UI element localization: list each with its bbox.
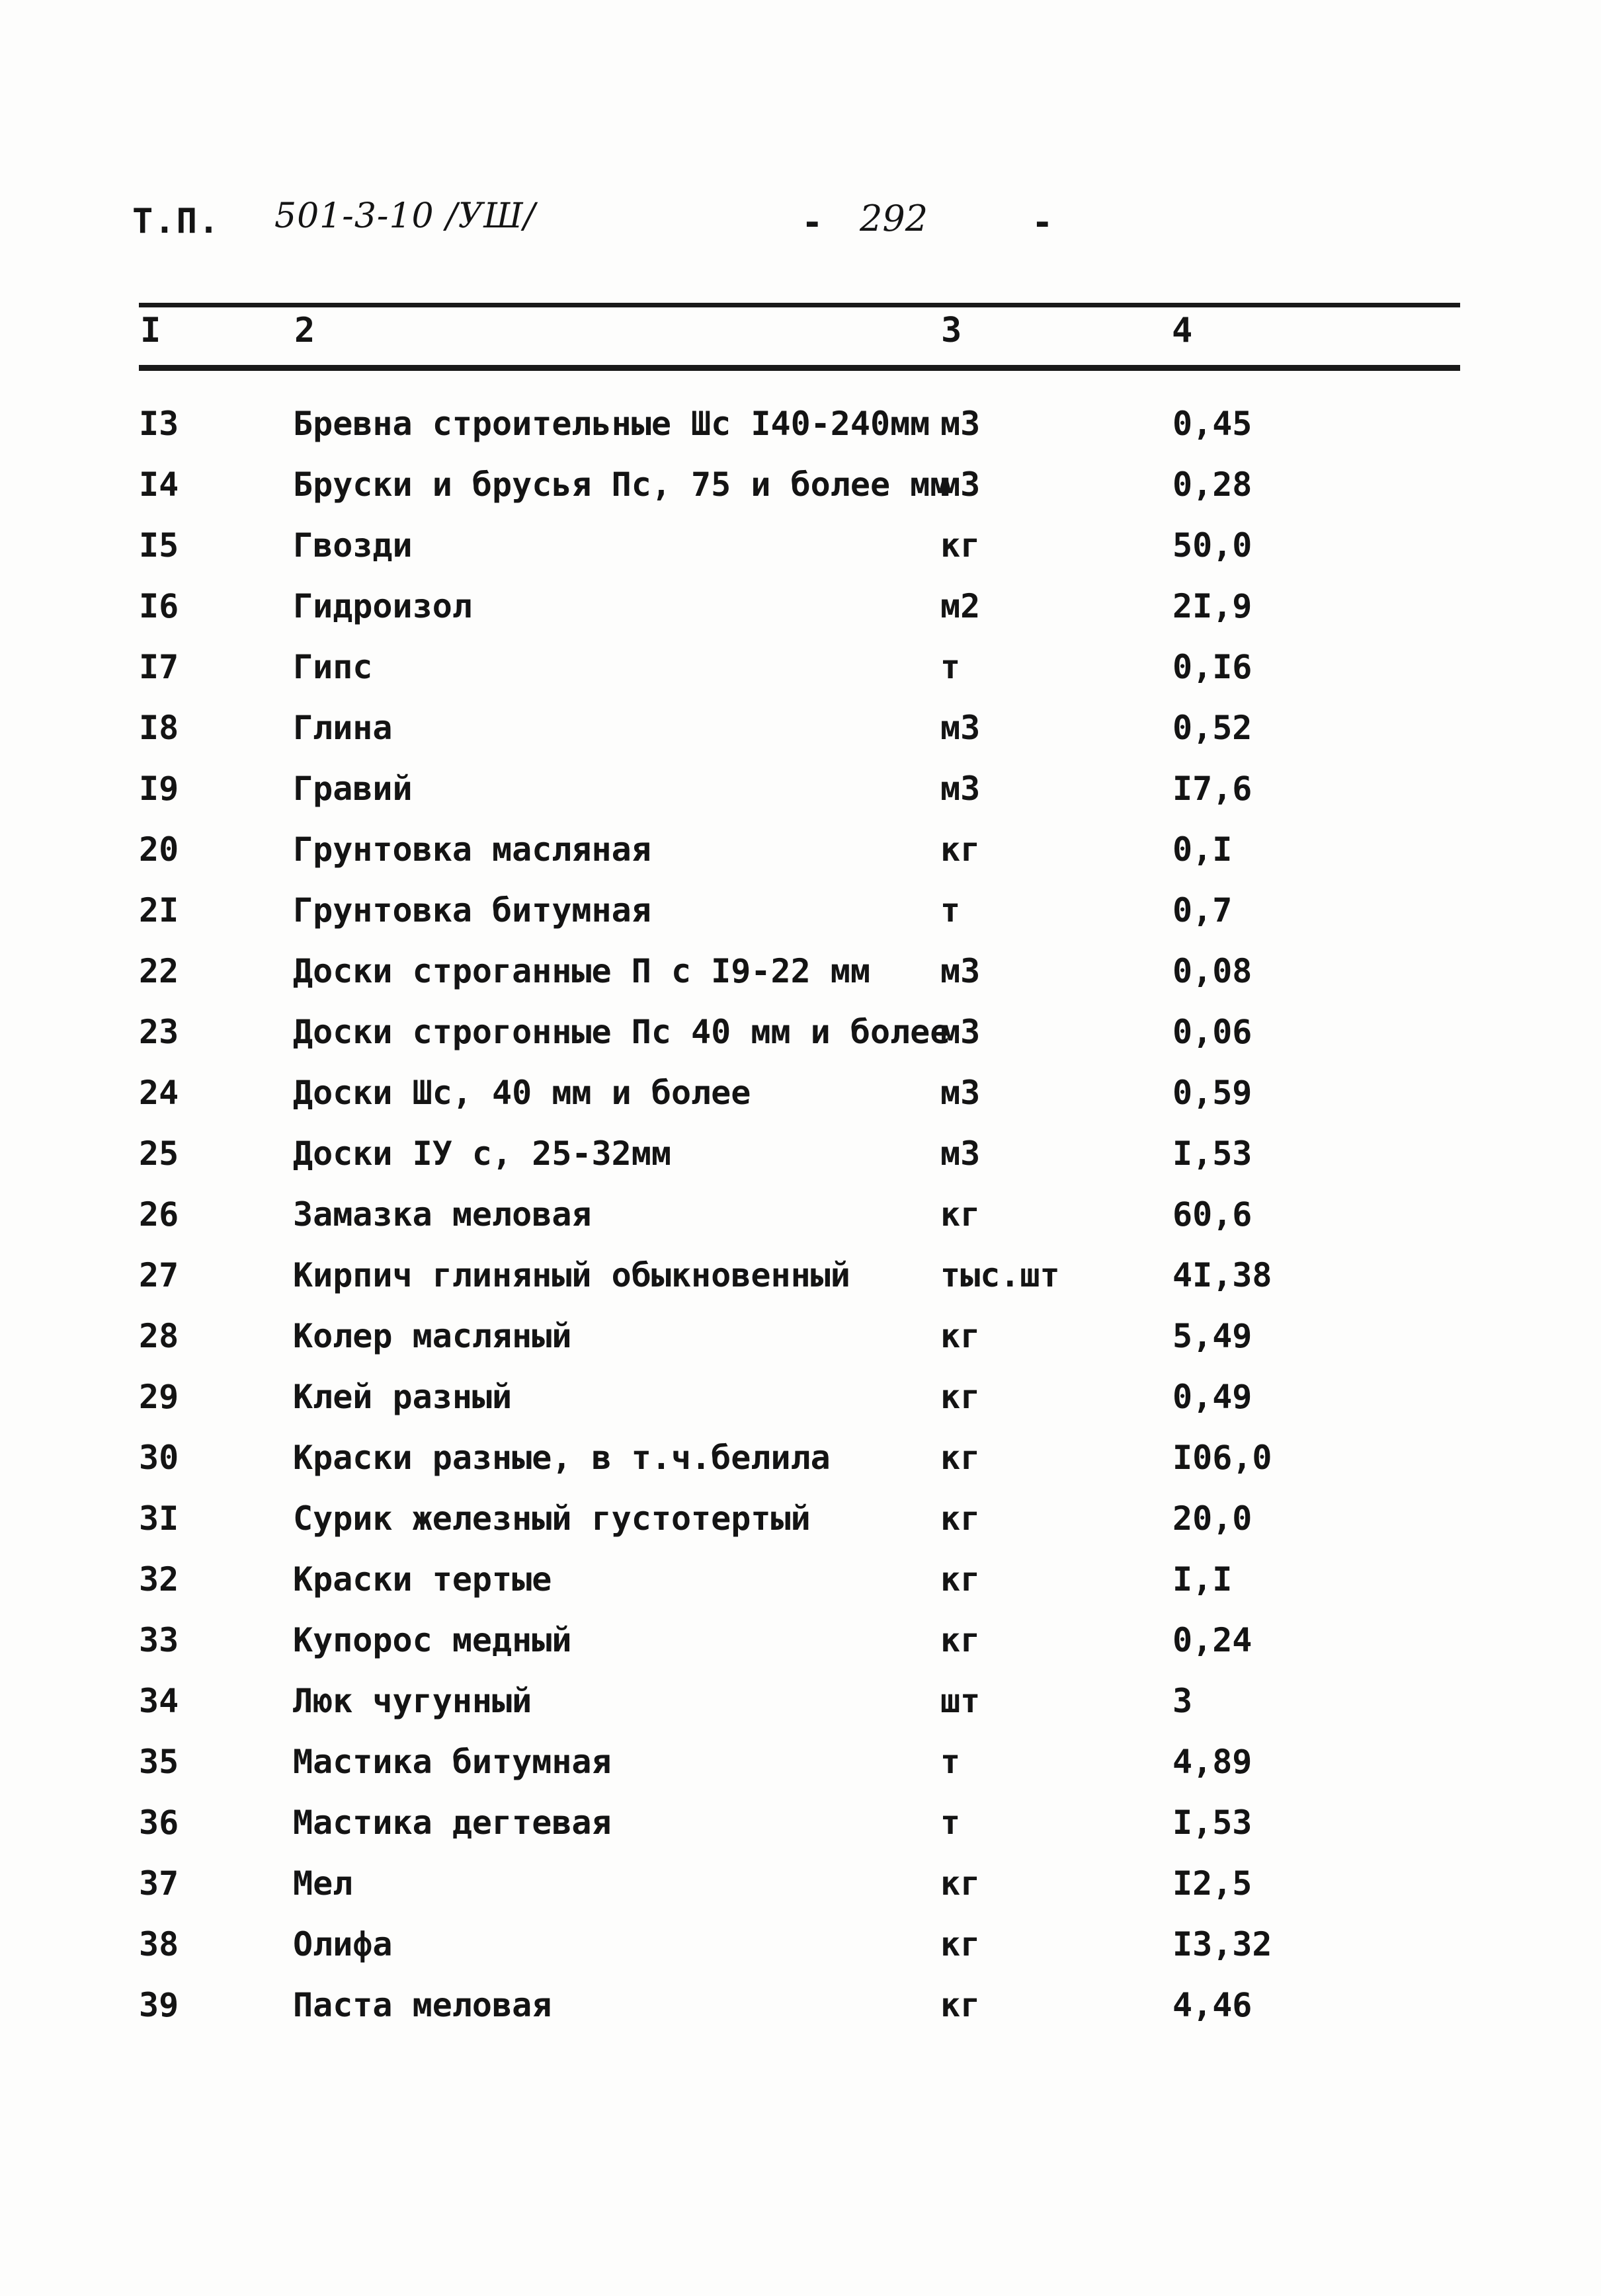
row-number: I9: [139, 770, 179, 808]
quantity-value: 0,45: [1172, 405, 1252, 443]
quantity-value: I7,6: [1172, 770, 1252, 808]
page-header: [132, 196, 1455, 261]
row-number: I4: [139, 465, 179, 504]
unit-of-measure: т: [940, 1803, 961, 1842]
quantity-value: I,53: [1172, 1803, 1252, 1842]
material-name: Краски тертые: [293, 1560, 552, 1599]
page-number: 292: [860, 198, 928, 239]
row-number: 20: [139, 830, 179, 869]
project-code: 501-3-10 /УШ/: [274, 196, 536, 236]
table-row: [139, 1682, 1460, 1743]
row-number: 32: [139, 1560, 179, 1599]
row-number: 25: [139, 1134, 179, 1173]
table-row: [139, 1439, 1460, 1499]
table-row: [139, 770, 1460, 830]
unit-of-measure: кг: [940, 1195, 981, 1234]
quantity-value: 0,24: [1172, 1621, 1252, 1659]
table-row: [139, 1499, 1460, 1560]
unit-of-measure: м3: [940, 465, 981, 504]
material-name: Паста меловая: [293, 1986, 552, 2024]
unit-of-measure: кг: [940, 1864, 981, 1903]
table-row: [139, 1256, 1460, 1317]
table-row: [139, 1074, 1460, 1134]
material-name: Купорос медный: [293, 1621, 572, 1659]
unit-of-measure: м3: [940, 1074, 981, 1112]
table-row: [139, 1925, 1460, 1986]
table-row: [139, 891, 1460, 952]
unit-of-measure: м3: [940, 770, 981, 808]
quantity-value: 20,0: [1172, 1499, 1252, 1538]
unit-of-measure: кг: [940, 1560, 981, 1599]
unit-of-measure: кг: [940, 1925, 981, 1963]
row-number: 3I: [139, 1499, 179, 1538]
quantity-value: 60,6: [1172, 1195, 1252, 1234]
unit-of-measure: т: [940, 891, 961, 930]
row-number: 23: [139, 1013, 179, 1051]
table-row: [139, 526, 1460, 587]
unit-of-measure: кг: [940, 1621, 981, 1659]
table-row: [139, 405, 1460, 465]
material-name: Доски строгонные Пс 40 мм и более: [293, 1013, 950, 1051]
quantity-value: 0,06: [1172, 1013, 1252, 1051]
unit-of-measure: м3: [940, 1134, 981, 1173]
row-number: 35: [139, 1743, 179, 1781]
material-name: Люк чугунный: [293, 1682, 532, 1720]
material-name: Клей разный: [293, 1378, 513, 1416]
quantity-value: I06,0: [1172, 1439, 1272, 1477]
quantity-value: I,53: [1172, 1134, 1252, 1173]
quantity-value: 0,49: [1172, 1378, 1252, 1416]
header-dash-right: -: [1032, 202, 1053, 243]
quantity-value: 4,89: [1172, 1743, 1252, 1781]
table-row: [139, 1560, 1460, 1621]
quantity-value: I3,32: [1172, 1925, 1272, 1963]
row-number: I3: [139, 405, 179, 443]
table-row: [139, 465, 1460, 526]
materials-table-body: [139, 405, 1460, 2047]
quantity-value: 0,52: [1172, 709, 1252, 747]
unit-of-measure: кг: [940, 1317, 981, 1355]
material-name: Гипс: [293, 648, 373, 686]
material-name: Гравий: [293, 770, 413, 808]
header-dash-left: -: [801, 202, 823, 243]
table-top-rule: [139, 303, 1460, 307]
row-number: 33: [139, 1621, 179, 1659]
material-name: Глина: [293, 709, 393, 747]
quantity-value: 2I,9: [1172, 587, 1252, 625]
table-row: [139, 587, 1460, 648]
row-number: I8: [139, 709, 179, 747]
material-name: Сурик железный густотертый: [293, 1499, 811, 1538]
material-name: Кирпич глиняный обыкновенный: [293, 1256, 850, 1294]
material-name: Мастика битумная: [293, 1743, 612, 1781]
material-name: Замазка меловая: [293, 1195, 592, 1234]
material-name: Доски IУ с, 25-32мм: [293, 1134, 671, 1173]
material-name: Доски строганные П с I9-22 мм: [293, 952, 870, 990]
row-number: 38: [139, 1925, 179, 1963]
quantity-value: I2,5: [1172, 1864, 1252, 1903]
unit-of-measure: кг: [940, 1986, 981, 2024]
unit-of-measure: кг: [940, 526, 981, 565]
quantity-value: 5,49: [1172, 1317, 1252, 1355]
unit-of-measure: кг: [940, 1378, 981, 1416]
row-number: 37: [139, 1864, 179, 1903]
column-header-unit: 3: [941, 311, 962, 350]
row-number: 24: [139, 1074, 179, 1112]
quantity-value: 0,7: [1172, 891, 1233, 930]
unit-of-measure: кг: [940, 1439, 981, 1477]
table-row: [139, 952, 1460, 1013]
quantity-value: 4,46: [1172, 1986, 1252, 2024]
material-name: Грунтовка масляная: [293, 830, 651, 869]
row-number: 2I: [139, 891, 179, 930]
quantity-value: 0,I: [1172, 830, 1233, 869]
row-number: 34: [139, 1682, 179, 1720]
row-number: 28: [139, 1317, 179, 1355]
quantity-value: 3: [1172, 1682, 1193, 1720]
material-name: Бруски и брусья Пс, 75 и более мм: [293, 465, 950, 504]
column-header-name: 2: [294, 311, 315, 350]
unit-of-measure: тыс.шт: [940, 1256, 1060, 1294]
quantity-value: I,I: [1172, 1560, 1233, 1599]
row-number: 39: [139, 1986, 179, 2024]
table-row: [139, 1803, 1460, 1864]
material-name: Краски разные, в т.ч.белила: [293, 1439, 831, 1477]
row-number: 27: [139, 1256, 179, 1294]
table-row: [139, 709, 1460, 770]
unit-of-measure: шт: [940, 1682, 981, 1720]
table-row: [139, 830, 1460, 891]
row-number: I6: [139, 587, 179, 625]
unit-of-measure: м3: [940, 952, 981, 990]
quantity-value: 50,0: [1172, 526, 1252, 565]
unit-of-measure: кг: [940, 1499, 981, 1538]
quantity-value: 0,59: [1172, 1074, 1252, 1112]
unit-of-measure: м3: [940, 1013, 981, 1051]
quantity-value: 4I,38: [1172, 1256, 1272, 1294]
table-row: [139, 1743, 1460, 1803]
table-row: [139, 1195, 1460, 1256]
table-header-rule: [139, 365, 1460, 371]
material-name: Доски Шс, 40 мм и более: [293, 1074, 751, 1112]
table-row: [139, 1013, 1460, 1074]
row-number: 29: [139, 1378, 179, 1416]
material-name: Гвозди: [293, 526, 413, 565]
material-name: Грунтовка битумная: [293, 891, 651, 930]
unit-of-measure: м2: [940, 587, 981, 625]
material-name: Бревна строительные Шс I40-240мм: [293, 405, 930, 443]
table-row: [139, 648, 1460, 709]
unit-of-measure: м3: [940, 405, 981, 443]
quantity-value: 0,28: [1172, 465, 1252, 504]
unit-of-measure: м3: [940, 709, 981, 747]
row-number: 30: [139, 1439, 179, 1477]
unit-of-measure: кг: [940, 830, 981, 869]
unit-of-measure: т: [940, 1743, 961, 1781]
table-row: [139, 1986, 1460, 2047]
quantity-value: 0,I6: [1172, 648, 1252, 686]
row-number: 22: [139, 952, 179, 990]
table-row: [139, 1317, 1460, 1378]
row-number: 36: [139, 1803, 179, 1842]
column-header-quantity: 4: [1172, 311, 1193, 350]
material-name: Мастика дегтевая: [293, 1803, 612, 1842]
column-header-number: I: [140, 311, 161, 350]
material-name: Олифа: [293, 1925, 393, 1963]
row-number: I7: [139, 648, 179, 686]
quantity-value: 0,08: [1172, 952, 1252, 990]
unit-of-measure: т: [940, 648, 961, 686]
row-number: 26: [139, 1195, 179, 1234]
row-number: I5: [139, 526, 179, 565]
table-row: [139, 1134, 1460, 1195]
table-row: [139, 1378, 1460, 1439]
table-row: [139, 1864, 1460, 1925]
material-name: Колер масляный: [293, 1317, 572, 1355]
material-name: Мел: [293, 1864, 353, 1903]
table-column-headers: [139, 311, 1460, 357]
table-row: [139, 1621, 1460, 1682]
material-name: Гидроизол: [293, 587, 472, 625]
header-prefix: Т.П.: [132, 202, 221, 241]
